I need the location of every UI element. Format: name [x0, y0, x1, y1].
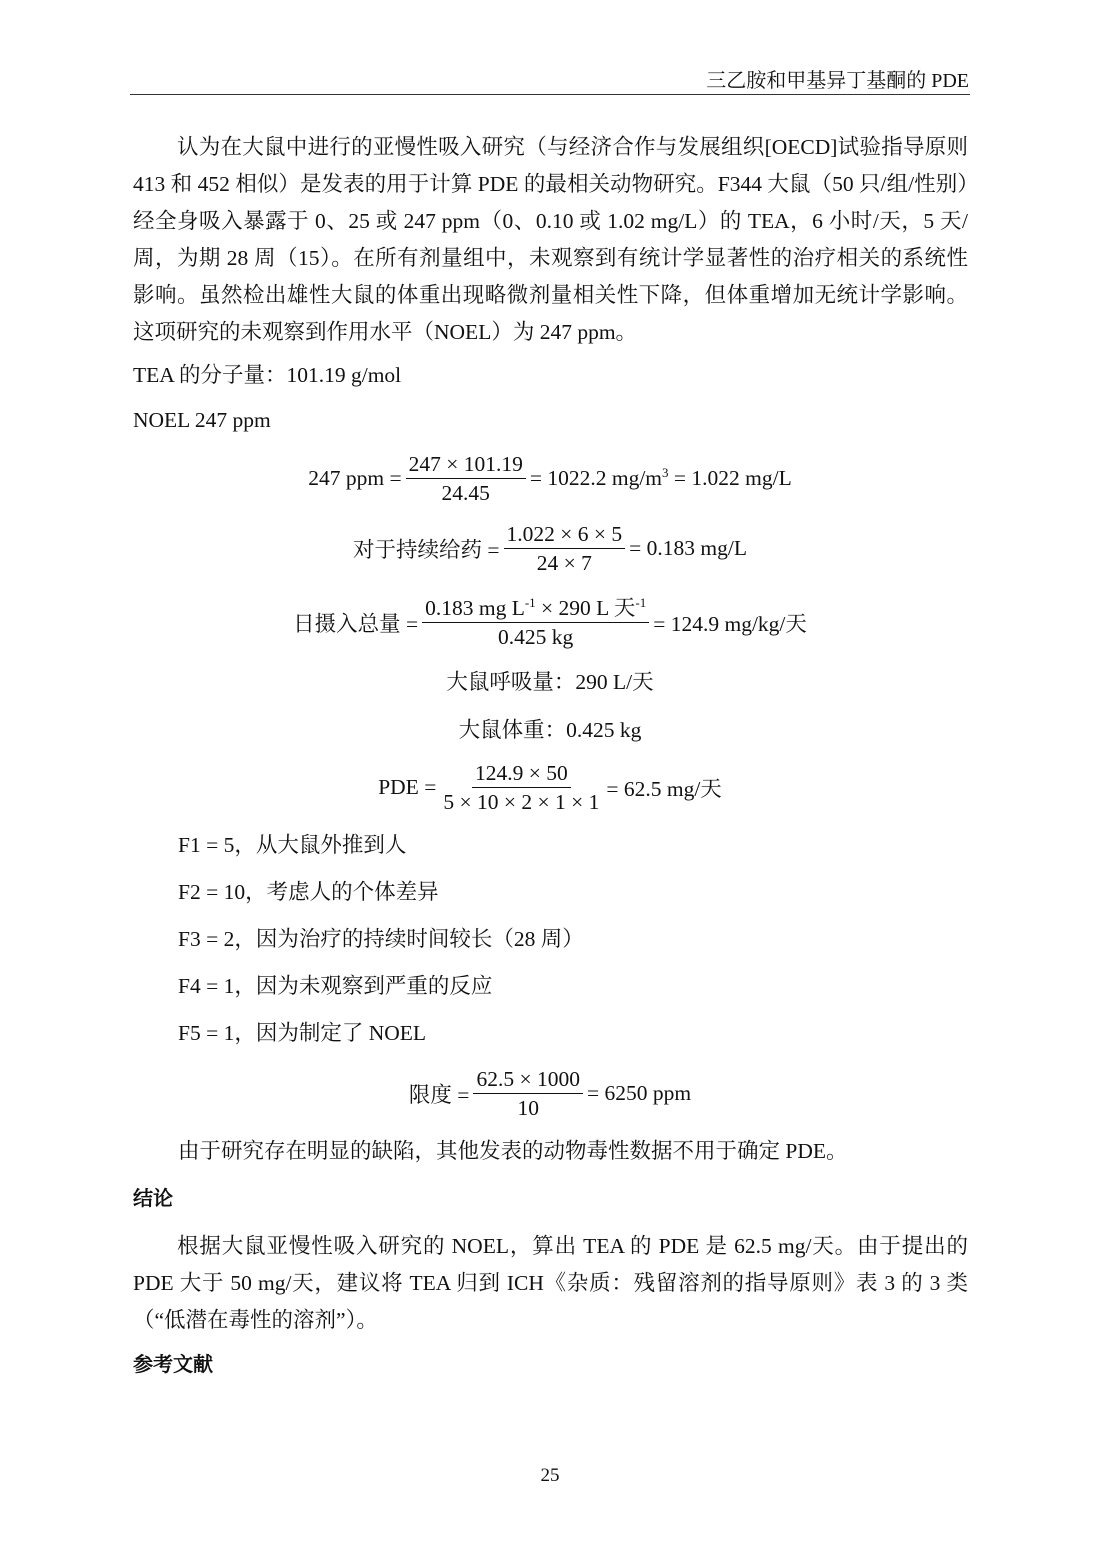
rat-breathing-text: 大鼠呼吸量：290 L/天: [446, 669, 654, 694]
factor-f3: F3 = 2，因为治疗的持续时间较长（28 周）: [178, 927, 584, 951]
note-line: 由于研究存在明显的缺陷，其他发表的动物毒性数据不用于确定 PDE。: [178, 1139, 848, 1163]
eq1-denominator: 24.45: [441, 480, 490, 505]
eq4-lhs: PDE =: [378, 774, 437, 799]
body-paragraph-study: 认为在大鼠中进行的亚慢性吸入研究（与经济合作与发展组织[OECD]试验指导原则 413 和 452 相似）是发表的用于计算 PDE 的最相关动物研究。F344 大鼠（50 只/组/性别）经全身吸入暴露于 0、25 或 247 ppm（0、0.10 或 1.02 mg/L）的 TEA，6 小时/天，5 天/周，为期 28 周（15）。在所有剂量组中，未观察到有统计学显著性的治疗相关的系统性影响。虽然检出雄性大鼠的体重出现略微剂量相关性下降，但体重增加无统计学影响。这项研究的未观察到作用水平（NOEL）为 247 ppm。: [133, 135, 968, 344]
eq3-rhs: = 124.9 mg/kg/天: [653, 611, 807, 636]
eq2-rhs: = 0.183 mg/L: [629, 535, 747, 560]
equation-continuous-dosing: [0, 520, 1100, 576]
eq1-fraction: [406, 452, 526, 505]
eq5-lhs: 限度 =: [408, 1082, 470, 1107]
factor-f1: F1 = 5，从大鼠外推到人: [178, 833, 407, 857]
page-number: 25: [540, 1465, 560, 1486]
eq4-fraction: [440, 761, 602, 814]
equation-pde: [0, 759, 1100, 815]
eq1-rhs-result: = 1.022 mg/L: [668, 465, 792, 490]
factor-f5: F5 = 1，因为制定了 NOEL: [178, 1021, 427, 1045]
conclusion-heading: 结论: [133, 1186, 173, 1210]
eq1-lhs: 247 ppm =: [308, 465, 402, 490]
eq3-lhs: 日摄入总量 =: [293, 611, 419, 636]
eq1-rhs-exponent: 3: [662, 464, 669, 480]
conclusion-paragraph: 根据大鼠亚慢性吸入研究的 NOEL，算出 TEA 的 PDE 是 62.5 mg/天。由于提出的 PDE 大于 50 mg/天，建议将 TEA 归到 ICH《杂质：残留溶剂的指导原则》表 3 的 3 类（“低潜在毒性的溶剂”）。: [133, 1234, 968, 1332]
eq2-denominator: 24 × 7: [536, 550, 592, 575]
eq5-rhs: = 6250 ppm: [586, 1080, 692, 1105]
equation-daily-intake: [0, 594, 1100, 650]
rat-weight-text: 大鼠体重：0.425 kg: [458, 717, 642, 742]
eq5-numerator: 62.5 × 1000: [473, 1067, 583, 1094]
equation-limit: [0, 1065, 1100, 1121]
rat-body-weight: [0, 713, 1100, 743]
eq3-num-part2: × 290 L 天: [535, 595, 636, 620]
eq2-lhs: 对于持续给药 =: [353, 537, 500, 562]
eq5-denominator: 10: [517, 1095, 539, 1120]
references-heading: 参考文献: [133, 1352, 213, 1376]
header-divider: [130, 94, 970, 95]
molecular-weight-line: TEA 的分子量：101.19 g/mol: [133, 363, 402, 387]
eq3-num-exponent1: -1: [524, 594, 536, 610]
eq1-rhs-value: = 1022.2 mg/m: [529, 465, 663, 490]
eq2-fraction: [504, 522, 626, 575]
running-header-title: 三乙胺和甲基异丁基酮的 PDE: [706, 70, 969, 92]
noel-line: NOEL 247 ppm: [133, 408, 271, 432]
factor-f4: F4 = 1，因为未观察到严重的反应: [178, 974, 493, 998]
eq3-numerator: [422, 596, 649, 623]
eq3-num-part1: 0.183 mg L: [425, 595, 525, 620]
eq4-rhs: = 62.5 mg/天: [606, 776, 722, 801]
factor-f2: F2 = 10，考虑人的个体差异: [178, 880, 439, 904]
equation-ppm-conversion: [0, 450, 1100, 506]
rat-breathing-volume: [0, 665, 1100, 695]
eq4-denominator: 5 × 10 × 2 × 1 × 1: [443, 789, 600, 814]
eq1-rhs: [530, 466, 792, 491]
eq3-fraction: [422, 596, 649, 649]
eq5-fraction: [473, 1067, 583, 1120]
eq3-denominator: 0.425 kg: [498, 624, 574, 649]
eq4-numerator: 124.9 × 50: [472, 761, 571, 788]
eq2-numerator: 1.022 × 6 × 5: [504, 522, 626, 549]
eq3-num-exponent2: -1: [635, 594, 647, 610]
eq1-numerator: 247 × 101.19: [406, 452, 526, 479]
